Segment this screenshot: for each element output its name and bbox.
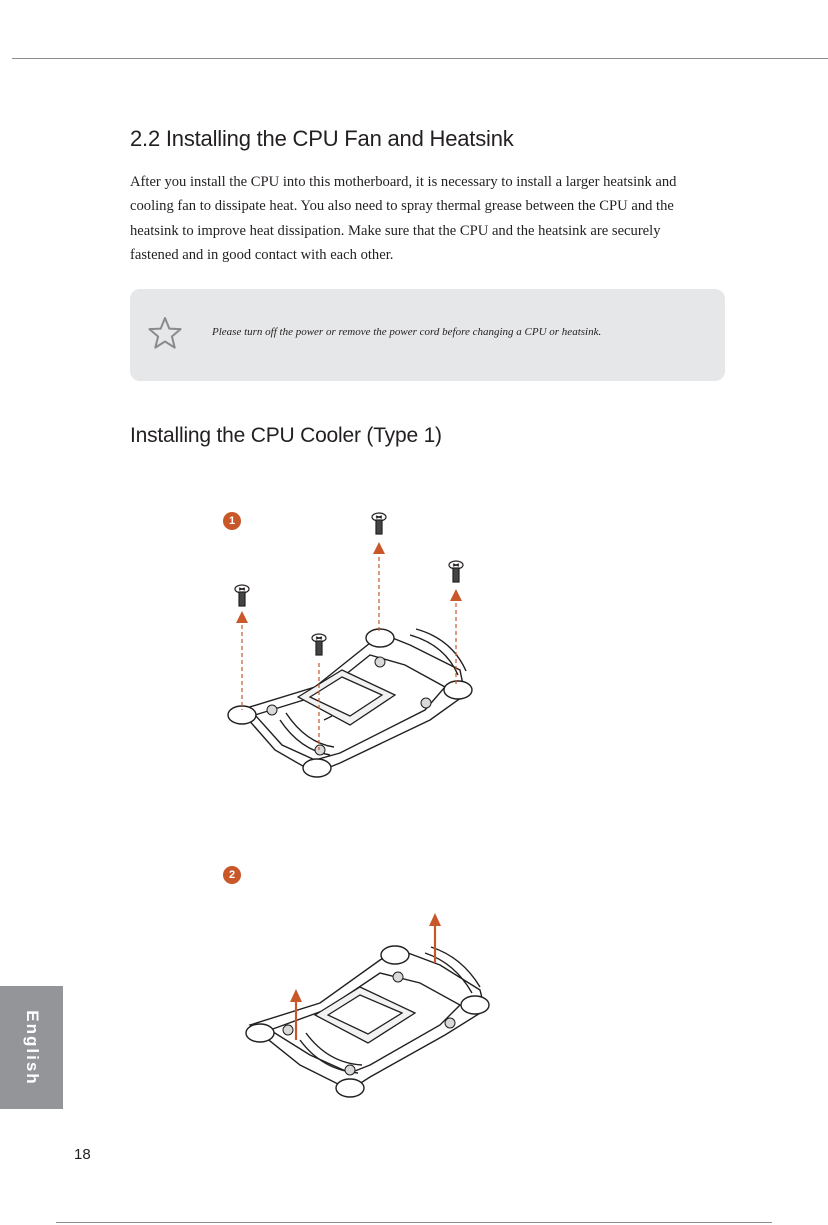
subsection-title: Installing the CPU Cooler (Type 1)	[130, 424, 442, 447]
language-tab	[0, 986, 63, 1109]
language-label: English	[22, 1009, 42, 1086]
star-icon	[147, 316, 183, 350]
note-text: Please turn off the power or remove the power cord before changing a CPU or heatsink.	[212, 326, 602, 338]
step-2-illustration	[240, 905, 500, 1105]
step-1-badge: 1	[223, 512, 241, 530]
section-title: 2.2 Installing the CPU Fan and Heatsink	[130, 126, 514, 151]
page-number: 18	[74, 1146, 91, 1163]
header-rule	[12, 58, 828, 59]
step-2-badge: 2	[223, 866, 241, 884]
note-box	[130, 289, 725, 381]
intro-paragraph: After you install the CPU into this motherboard, it is necessary to install a larger heatsink and cooling fan to dissipate heat. You also need to spray thermal grease between the CPU and the heatsink to improve heat dissipation. Make sure that the CPU and the heatsink are securely fastened and in good contact with each other.	[130, 174, 677, 263]
step-1-illustration	[220, 505, 500, 790]
footer-rule	[56, 1222, 772, 1223]
